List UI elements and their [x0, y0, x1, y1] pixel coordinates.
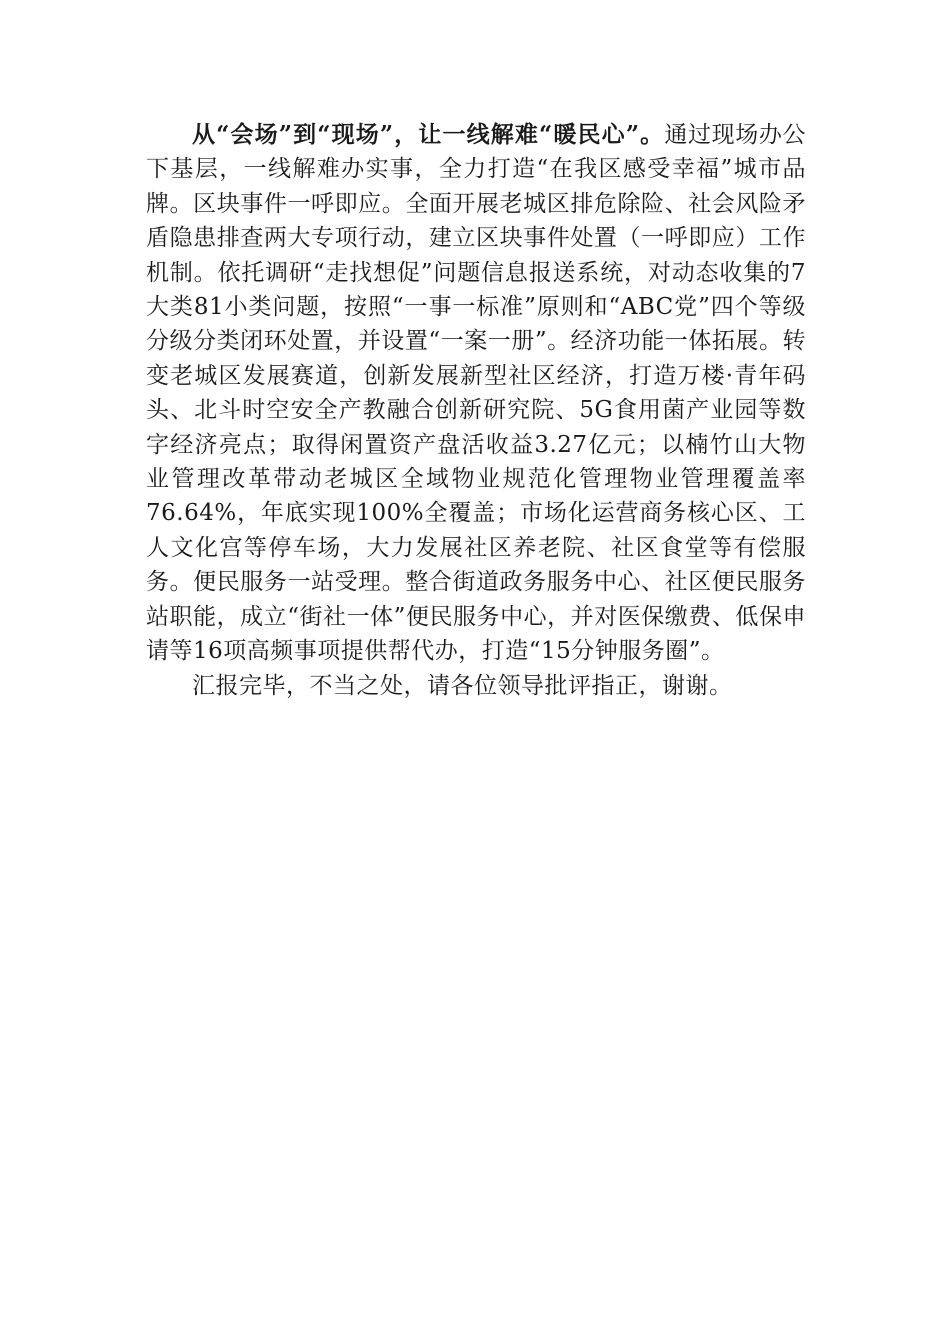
paragraph-closing: 汇报完毕，不当之处，请各位领导批评指正，谢谢。	[192, 672, 733, 699]
document-body	[146, 118, 806, 703]
paragraph-lead-heading: 从“会场”到“现场”，让一线解难“暖民心”。	[192, 121, 665, 148]
paragraph-body-text: 通过现场办公下基层，一线解难办实事，全力打造“在我区感受幸福”城市品牌。区块事件一呼即应。全面开展老城区排危除险、社会风险矛盾隐患排查两大专项行动，建立区块事件处置（一呼即应）工作机制。依托调研“走找想促”问题信息报送系统，对动态收集的7大类81小类问题，按照“一事一标准”原则和“ABC党”四个等级分级分类闭环处置，并设置“一案一册”。经济功能一体拓展。转变老城区发展赛道，创新发展新型社区经济，打造万楼·青年码头、北斗时空安全产教融合创新研究院、5G食用菌产业园等数字经济亮点；取得闲置资产盘活收益3.27亿元；以楠竹山大物业管理改革带动老城区全域物业规范化管理物业管理覆盖率76.64%，年底实现100%全覆盖；市场化运营商务核心区、工人文化宫等停车场，大力发展社区养老院、社区食堂等有偿服务。便民服务一站受理。整合街道政务服务中心、社区便民服务站职能，成立“街社一体”便民服务中心，并对医保缴费、低保申请等16项高频事项提供帮代办，打造“15分钟服务圈”。	[146, 122, 806, 665]
paragraph-summary	[146, 118, 806, 669]
